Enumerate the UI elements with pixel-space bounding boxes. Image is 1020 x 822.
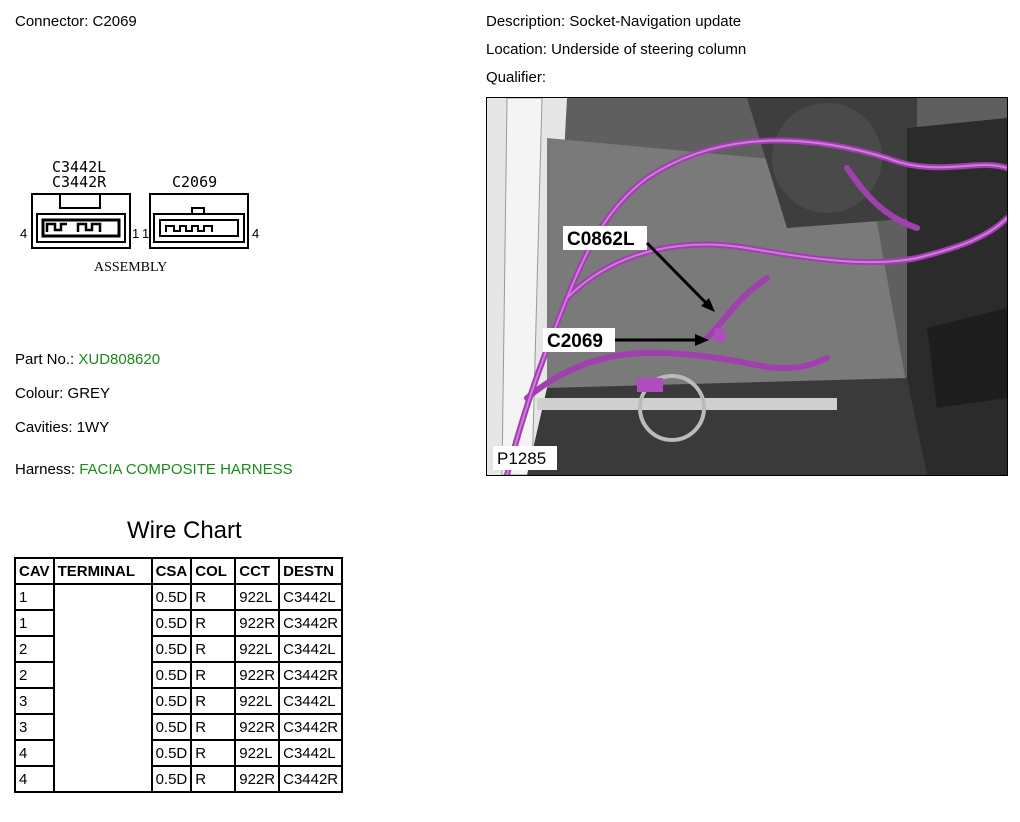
cell-destn: C3442R: [279, 610, 342, 636]
harness-line: [15, 461, 293, 478]
wire-chart-title: Wire Chart: [127, 517, 242, 544]
cell-csa: 0.5D: [152, 610, 192, 636]
header-destn: DESTN: [279, 558, 342, 584]
header-cct: CCT: [235, 558, 279, 584]
cell-cct: 922L: [235, 584, 279, 610]
cell-cct: 922R: [235, 714, 279, 740]
cell-cav: 2: [15, 662, 54, 688]
colour-label: Colour:: [15, 385, 64, 402]
harness-label: Harness:: [15, 461, 76, 478]
header-cav: CAV: [15, 558, 54, 584]
location-label: Location:: [486, 41, 547, 58]
colour-value: GREY: [67, 385, 111, 402]
cell-csa: 0.5D: [152, 636, 192, 662]
cell-cav: 3: [15, 688, 54, 714]
table-row: [15, 584, 342, 610]
right-connector-name: C2069: [172, 173, 218, 191]
right-connector-outline: [150, 194, 248, 248]
part-no-line: [15, 351, 160, 368]
cell-col: R: [191, 636, 235, 662]
pin-left-1: 1: [132, 226, 140, 241]
connector-line: [15, 13, 137, 30]
cell-csa: 0.5D: [152, 740, 192, 766]
cell-destn: C3442L: [279, 636, 342, 662]
location-photo-drawing: [487, 98, 1007, 475]
cell-terminal: [54, 584, 152, 792]
location-line: [486, 41, 746, 58]
cell-col: R: [191, 766, 235, 792]
cell-destn: C3442R: [279, 766, 342, 792]
harness-link[interactable]: FACIA COMPOSITE HARNESS: [79, 461, 293, 478]
cell-col: R: [191, 662, 235, 688]
cell-destn: C3442L: [279, 740, 342, 766]
connector-label: Connector:: [15, 13, 89, 30]
cell-cct: 922R: [235, 766, 279, 792]
cell-cct: 922L: [235, 740, 279, 766]
colour-line: [15, 385, 110, 402]
cell-col: R: [191, 610, 235, 636]
qualifier-label: Qualifier:: [486, 69, 547, 86]
connector-diagram: [10, 152, 290, 282]
cell-destn: C3442L: [279, 688, 342, 714]
cell-cct: 922L: [235, 688, 279, 714]
cell-csa: 0.5D: [152, 766, 192, 792]
cell-cav: 1: [15, 584, 54, 610]
wire-chart-body: [15, 584, 342, 792]
cell-csa: 0.5D: [152, 714, 192, 740]
callout-p1285: [493, 446, 557, 470]
header-terminal: TERMINAL: [54, 558, 152, 584]
left-connector-outline: [32, 194, 130, 248]
header-col: COL: [191, 558, 235, 584]
part-no-label: Part No.:: [15, 351, 75, 368]
header-csa: CSA: [152, 558, 192, 584]
description-value: Socket-Navigation update: [569, 13, 742, 30]
location-value: Underside of steering column: [551, 41, 747, 58]
wire-chart-table: [14, 557, 343, 793]
cavities-value: 1WY: [76, 419, 110, 436]
callout-c0862l-label: C0862L: [567, 229, 635, 250]
cell-cav: 4: [15, 766, 54, 792]
connector-value: C2069: [92, 13, 137, 30]
cell-destn: C3442L: [279, 584, 342, 610]
pin-right-1: 1: [142, 226, 150, 241]
cell-cav: 4: [15, 740, 54, 766]
left-connector-name-2: C3442R: [52, 173, 107, 191]
cell-cav: 2: [15, 636, 54, 662]
description-line: [486, 13, 741, 30]
cell-col: R: [191, 714, 235, 740]
callout-c2069-label: C2069: [547, 331, 603, 352]
cell-destn: C3442R: [279, 662, 342, 688]
cell-cav: 3: [15, 714, 54, 740]
description-label: Description:: [486, 13, 566, 30]
cell-cav: 1: [15, 610, 54, 636]
cell-destn: C3442R: [279, 714, 342, 740]
cell-col: R: [191, 688, 235, 714]
pin-right-4: 4: [252, 226, 260, 241]
cell-cct: 922L: [235, 636, 279, 662]
cell-col: R: [191, 740, 235, 766]
cell-csa: 0.5D: [152, 584, 192, 610]
cell-col: R: [191, 584, 235, 610]
cavities-label: Cavities:: [15, 419, 73, 436]
pin-left-4: 4: [20, 226, 28, 241]
callout-p1285-label: P1285: [497, 449, 547, 468]
cell-cct: 922R: [235, 610, 279, 636]
part-no-link[interactable]: XUD808620: [78, 351, 161, 368]
wire-chart-header-row: [15, 558, 342, 584]
left-connector-name-1: C3442L: [52, 158, 107, 176]
cavities-line: [15, 419, 109, 436]
cell-cct: 922R: [235, 662, 279, 688]
location-photo: [486, 97, 1008, 476]
assembly-label: ASSEMBLY: [94, 260, 168, 275]
cell-csa: 0.5D: [152, 662, 192, 688]
cell-csa: 0.5D: [152, 688, 192, 714]
